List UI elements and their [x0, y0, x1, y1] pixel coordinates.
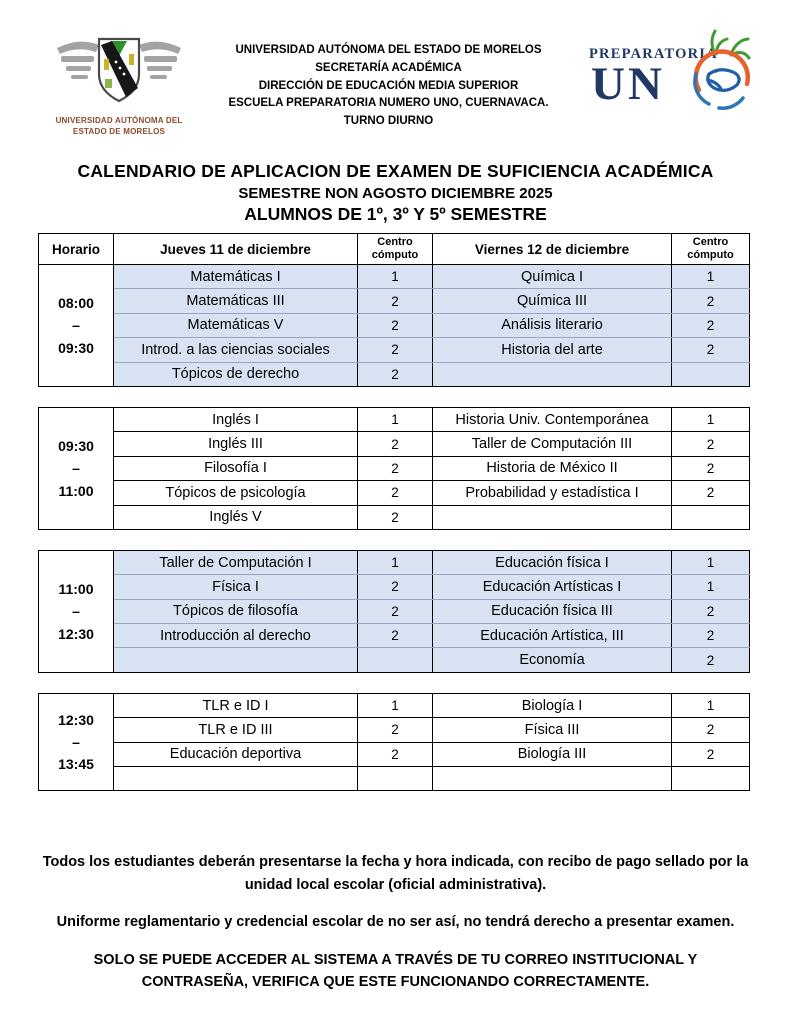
computo-cell: 2	[672, 313, 750, 337]
uno-deer-emblem-icon	[685, 28, 763, 116]
computo-cell: 2	[358, 313, 433, 337]
note-recibo-pago: Todos los estudiantes deberán presentarse la fecha y hora indicada, con recibo de pago sellado por la unidad local escolar (oficial administrativa).	[42, 854, 749, 893]
subject-cell-empty	[114, 767, 358, 791]
block-gap	[38, 387, 749, 408]
title-main: CALENDARIO DE APLICACION DE EXAMEN DE SUFICIENCIA ACADÉMICA	[77, 161, 714, 181]
table-row	[39, 362, 750, 386]
computo-cell: 2	[358, 575, 433, 599]
computo-cell: 2	[358, 481, 433, 505]
subject-cell: Educación Artística, III	[433, 624, 672, 648]
subject-cell: Educación deportiva	[114, 742, 358, 766]
subject-cell: Introd. a las ciencias sociales	[114, 338, 358, 362]
institution-line-secretaria: SECRETARÍA ACADÉMICA	[315, 61, 462, 74]
time-end: 09:30	[58, 339, 94, 356]
subject-cell: Inglés V	[114, 505, 358, 529]
computo-cell: 2	[672, 648, 750, 672]
computo-cell: 2	[672, 432, 750, 456]
subject-cell: Taller de Computación III	[433, 432, 672, 456]
subject-cell: Educación física III	[433, 599, 672, 623]
institution-header-text	[188, 34, 589, 131]
col-header-viernes: Viernes 12 de diciembre	[433, 234, 672, 265]
table-row	[39, 456, 750, 480]
uaem-caption-line1: UNIVERSIDAD AUTÓNOMA DEL	[55, 116, 183, 125]
table-row	[39, 693, 750, 717]
time-dash: –	[72, 317, 80, 334]
subject-cell: TLR e ID III	[114, 718, 358, 742]
subject-cell: Física III	[433, 718, 672, 742]
subject-cell: Economía	[433, 648, 672, 672]
computo-cell: 1	[672, 693, 750, 717]
table-row	[39, 407, 750, 431]
schedule-header-row	[38, 233, 750, 265]
schedule-area	[38, 233, 749, 791]
computo-cell: 2	[358, 362, 433, 386]
computo-cell: 2	[358, 338, 433, 362]
uaem-caption-line2: ESTADO DE MORELOS	[72, 127, 166, 136]
uaem-crest-icon	[53, 34, 185, 110]
subject-cell: Historia del arte	[433, 338, 672, 362]
time-range-cell	[39, 550, 114, 672]
subject-cell: Biología I	[433, 693, 672, 717]
subject-cell: Historia de México II	[433, 456, 672, 480]
note-correo-institucional: SOLO SE PUEDE ACCEDER AL SISTEMA A TRAVÉS DE TU CORREO INSTITUCIONAL Y CONTRASEÑA, VERIFICA QUE ESTE FUNCIONANDO CORRECTAMENTE.	[93, 951, 698, 991]
time-range-cell	[39, 407, 114, 529]
institution-line-turno: TURNO DIURNO	[343, 115, 434, 128]
table-row	[39, 265, 750, 289]
table-row	[39, 338, 750, 362]
computo-cell: 2	[672, 481, 750, 505]
time-start: 08:00	[58, 294, 94, 311]
block-gap	[38, 673, 749, 694]
title-students: ALUMNOS DE 1º, 3º Y 5º SEMESTRE	[244, 204, 547, 224]
computo-cell-empty	[672, 505, 750, 529]
computo-cell: 2	[672, 718, 750, 742]
table-row	[39, 648, 750, 672]
time-end: 12:30	[58, 625, 94, 642]
computo-cell: 1	[358, 265, 433, 289]
computo-cell: 1	[358, 693, 433, 717]
col-header-centro-computo-2: Centro cómputo	[672, 234, 750, 265]
schedule-block-1100-1230	[38, 550, 750, 673]
subject-cell: Tópicos de derecho	[114, 362, 358, 386]
institution-line-university: UNIVERSIDAD AUTÓNOMA DEL ESTADO DE MORELOS	[235, 44, 542, 56]
computo-cell: 2	[358, 505, 433, 529]
table-row	[39, 550, 750, 574]
subject-cell: Matemáticas I	[114, 265, 358, 289]
subject-cell: Introducción al derecho	[114, 624, 358, 648]
computo-cell: 1	[358, 550, 433, 574]
table-row	[39, 718, 750, 742]
document-title-block	[0, 161, 791, 225]
computo-cell: 1	[672, 265, 750, 289]
computo-cell: 1	[358, 407, 433, 431]
subject-cell-empty	[433, 767, 672, 791]
subject-cell: Matemáticas V	[114, 313, 358, 337]
computo-cell: 2	[672, 624, 750, 648]
subject-cell: Matemáticas III	[114, 289, 358, 313]
block-gap	[38, 530, 749, 551]
computo-cell: 2	[672, 456, 750, 480]
time-end: 11:00	[58, 482, 94, 499]
subject-cell: Tópicos de filosofía	[114, 599, 358, 623]
time-dash: –	[72, 603, 80, 620]
time-start: 12:30	[58, 711, 94, 728]
table-row	[39, 624, 750, 648]
title-semester: SEMESTRE NON AGOSTO DICIEMBRE 2025	[238, 185, 553, 202]
subject-cell: Química I	[433, 265, 672, 289]
subject-cell: Inglés III	[114, 432, 358, 456]
computo-cell-empty	[358, 767, 433, 791]
subject-cell: Inglés I	[114, 407, 358, 431]
subject-cell: Taller de Computación I	[114, 550, 358, 574]
schedule-block-0800-0930	[38, 264, 750, 387]
time-dash: –	[72, 460, 80, 477]
schedule-block-0930-1100	[38, 407, 750, 530]
table-row	[39, 505, 750, 529]
note-uniforme: Uniforme reglamentario y credencial escolar de no ser así, no tendrá derecho a presentar examen.	[56, 914, 735, 931]
computo-cell: 1	[672, 407, 750, 431]
subject-cell: Probabilidad y estadística I	[433, 481, 672, 505]
subject-cell: Biología III	[433, 742, 672, 766]
computo-cell: 2	[358, 289, 433, 313]
subject-cell: Educación Artísticas I	[433, 575, 672, 599]
subject-cell: Filosofía I	[114, 456, 358, 480]
computo-cell-empty	[672, 767, 750, 791]
table-row	[39, 575, 750, 599]
computo-cell: 2	[358, 742, 433, 766]
time-start: 09:30	[58, 437, 94, 454]
schedule-block-1230-1345	[38, 693, 750, 792]
table-row	[39, 599, 750, 623]
computo-cell: 1	[672, 575, 750, 599]
subject-cell: Historia Univ. Contemporánea	[433, 407, 672, 431]
col-header-jueves: Jueves 11 de diciembre	[114, 234, 358, 265]
document-header	[0, 0, 791, 137]
institution-line-direccion: DIRECCIÓN DE EDUCACIÓN MEDIA SUPERIOR	[258, 79, 519, 92]
col-header-centro-computo-1: Centro cómputo	[358, 234, 433, 265]
subject-cell: Física I	[114, 575, 358, 599]
computo-cell: 2	[358, 599, 433, 623]
table-row	[39, 767, 750, 791]
table-row	[39, 481, 750, 505]
time-dash: –	[72, 733, 80, 750]
col-header-horario: Horario	[39, 234, 114, 265]
subject-cell-empty	[114, 648, 358, 672]
table-row	[39, 432, 750, 456]
preparatoria-uno-logo	[589, 34, 757, 122]
computo-cell: 2	[672, 338, 750, 362]
preparatoria-wordmark: PREPARATORIA	[589, 46, 718, 62]
time-start: 11:00	[58, 580, 94, 597]
table-row	[39, 313, 750, 337]
computo-cell: 2	[672, 289, 750, 313]
uaem-logo	[50, 34, 188, 137]
subject-cell: Tópicos de psicología	[114, 481, 358, 505]
subject-cell-empty	[433, 362, 672, 386]
computo-cell: 2	[358, 456, 433, 480]
subject-cell: TLR e ID I	[114, 693, 358, 717]
computo-cell: 2	[672, 742, 750, 766]
subject-cell: Química III	[433, 289, 672, 313]
computo-cell-empty	[672, 362, 750, 386]
table-row	[39, 289, 750, 313]
time-range-cell	[39, 693, 114, 791]
subject-cell-empty	[433, 505, 672, 529]
table-row	[39, 742, 750, 766]
computo-cell: 2	[358, 432, 433, 456]
time-range-cell	[39, 265, 114, 387]
subject-cell: Educación física I	[433, 550, 672, 574]
footer-notes	[43, 851, 749, 993]
computo-cell: 2	[358, 624, 433, 648]
uno-wordmark: UN	[591, 58, 665, 110]
computo-cell: 2	[358, 718, 433, 742]
subject-cell: Análisis literario	[433, 313, 672, 337]
institution-line-escuela: ESCUELA PREPARATORIA NUMERO UNO, CUERNAVACA.	[228, 97, 549, 110]
time-end: 13:45	[58, 756, 94, 773]
computo-cell-empty	[358, 648, 433, 672]
computo-cell: 1	[672, 550, 750, 574]
computo-cell: 2	[672, 599, 750, 623]
